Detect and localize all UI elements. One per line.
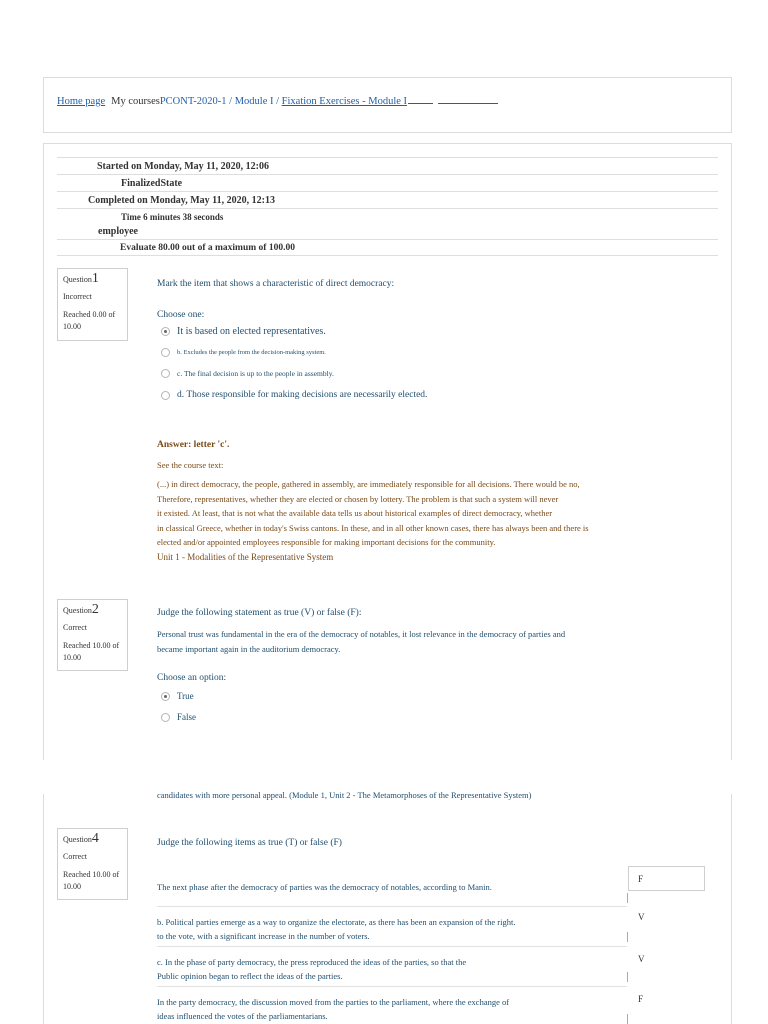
option-label: True xyxy=(177,691,194,701)
summary-row-completed: Completed on Monday, May 11, 2020, 12:13 xyxy=(57,191,718,208)
question-mark: Reached 10.00 of 10.00 xyxy=(63,870,120,891)
q1-option-b[interactable] xyxy=(161,348,326,357)
q2-option-true[interactable] xyxy=(161,691,194,701)
statement-line: became important again in the auditorium democracy. xyxy=(157,644,341,654)
summary-row-evaluate: Evaluate 80.00 out of a maximum of 100.00 xyxy=(57,239,718,256)
radio-checked-icon[interactable] xyxy=(161,692,170,701)
question-state: Correct xyxy=(63,623,87,632)
breadcrumb-course-link[interactable]: PCONT-2020-1 xyxy=(159,96,227,107)
question-state: Incorrect xyxy=(63,292,92,301)
radio-icon[interactable] xyxy=(161,713,170,722)
question-3-feedback-tail: candidates with more personal appeal. (Module 1, Unit 2 - The Metamorphoses of the Representative System) xyxy=(157,790,532,800)
q1-option-d[interactable] xyxy=(161,390,427,400)
question-2-choose-label: Choose an option: xyxy=(157,673,227,683)
breadcrumb-module-link[interactable]: Module I xyxy=(234,96,274,107)
question-label: Question xyxy=(63,606,92,615)
item-line: Public opinion began to reflect the ideas of the parties. xyxy=(157,971,343,981)
q1-feedback xyxy=(157,477,589,564)
q1-answer: Answer: letter 'c'. xyxy=(157,440,230,450)
item-line: In the party democracy, the discussion moved from the parties to the parliament, where the exchange of xyxy=(157,997,510,1007)
item-line: to the vote, with a significant increase in the number of voters. xyxy=(157,931,370,941)
item-line: The next phase after the democracy of parties was the democracy of notables, according to Manin. xyxy=(157,882,492,892)
question-2-statement xyxy=(157,627,565,657)
item-line: c. In the phase of party democracy, the press reproduced the ideas of the parties, so that the xyxy=(157,957,467,967)
q1-option-a[interactable] xyxy=(161,326,326,337)
question-info-4 xyxy=(57,828,128,900)
question-info-2 xyxy=(57,599,128,671)
radio-icon[interactable] xyxy=(161,348,170,357)
q2-option-false[interactable] xyxy=(161,712,196,722)
feedback-line: it existed. At least, that is not what the available data tells us about historical examples of direct democracy, whether xyxy=(157,508,553,518)
q4-item-3-select[interactable]: V xyxy=(638,954,645,964)
breadcrumb: Home page My coursesPCONT-2020-1 / Module I / Fixation Exercises - Module I xyxy=(57,95,498,107)
question-state: Correct xyxy=(63,852,87,861)
question-mark: Reached 10.00 of 10.00 xyxy=(63,641,120,662)
option-label: It is based on elected representatives. xyxy=(177,326,326,337)
feedback-line: Therefore, representatives, whether they are elected or chosen by lottery. The problem is that such a system will never xyxy=(157,493,559,504)
breadcrumb-home-link[interactable]: Home page xyxy=(57,96,106,107)
item-line: b. Political parties emerge as a way to organize the electorate, as there has been an expansion of the right. xyxy=(157,917,516,927)
item-line: ideas influenced the votes of the parliamentarians. xyxy=(157,1011,328,1021)
option-label: b. Excludes the people from the decision-making system. xyxy=(177,349,326,356)
question-number: 1 xyxy=(91,271,99,286)
q4-item-2 xyxy=(157,906,627,943)
attempt-summary-table xyxy=(57,157,718,256)
question-label: Question xyxy=(63,835,92,844)
radio-icon[interactable] xyxy=(161,369,170,378)
summary-row-started: Started on Monday, May 11, 2020, 12:06 xyxy=(57,157,718,174)
summary-row-state: FinalizedState xyxy=(57,174,718,191)
feedback-line: elected and/or appointed employees responsible for making important decisions for the community. xyxy=(157,537,496,547)
q4-item-1-select[interactable]: F xyxy=(628,866,705,891)
q1-option-c[interactable] xyxy=(161,369,334,378)
select-caret-icon xyxy=(627,1014,628,1024)
question-info-1 xyxy=(57,268,128,341)
select-caret-icon xyxy=(627,972,628,982)
question-1-choose-label: Choose one: xyxy=(157,310,205,320)
question-label: Question xyxy=(63,275,92,284)
question-number: 2 xyxy=(91,602,99,617)
statement-line: Personal trust was fundamental in the era of the democracy of notables, it lost relevance in the democracy of parties and xyxy=(157,629,566,639)
question-4-text: Judge the following items as true (T) or false (F) xyxy=(157,838,342,848)
feedback-line: Unit 1 - Modalities of the Representative System xyxy=(157,551,334,562)
summary-row-employee: employee xyxy=(98,226,138,237)
q4-item-4-select[interactable]: F xyxy=(638,994,644,1004)
feedback-line: in classical Greece, whether in today's Swiss cantons. In these, and in all other known cases, there has always been and there is xyxy=(157,522,589,533)
question-number: 4 xyxy=(91,831,99,846)
breadcrumb-my-courses[interactable]: My courses xyxy=(111,96,160,107)
option-label: False xyxy=(177,712,196,722)
select-caret-icon xyxy=(627,893,628,903)
q4-item-1 xyxy=(157,880,492,894)
feedback-line: (...) in direct democracy, the people, gathered in assembly, are immediately responsible for all decisions. There would be no, xyxy=(157,479,580,489)
radio-checked-icon[interactable] xyxy=(161,327,170,336)
q4-item-3 xyxy=(157,946,627,983)
q1-see-text: See the course text: xyxy=(157,460,224,470)
breadcrumb-panel xyxy=(43,77,732,133)
summary-row-time: Time 6 minutes 38 seconds xyxy=(57,208,718,225)
q4-item-2-select[interactable]: V xyxy=(638,912,645,922)
option-label: c. The final decision is up to the people in assembly. xyxy=(177,369,334,378)
option-label: d. Those responsible for making decisions are necessarily elected. xyxy=(177,390,428,400)
question-mark: Reached 0.00 of 10.00 xyxy=(63,310,116,331)
radio-icon[interactable] xyxy=(161,391,170,400)
question-2-text: Judge the following statement as true (V) or false (F): xyxy=(157,608,362,618)
question-1-text: Mark the item that shows a characteristic of direct democracy: xyxy=(157,279,395,289)
q4-item-4 xyxy=(157,986,627,1023)
breadcrumb-page-link[interactable]: Fixation Exercises - Module I xyxy=(281,96,408,107)
select-caret-icon xyxy=(627,932,628,942)
